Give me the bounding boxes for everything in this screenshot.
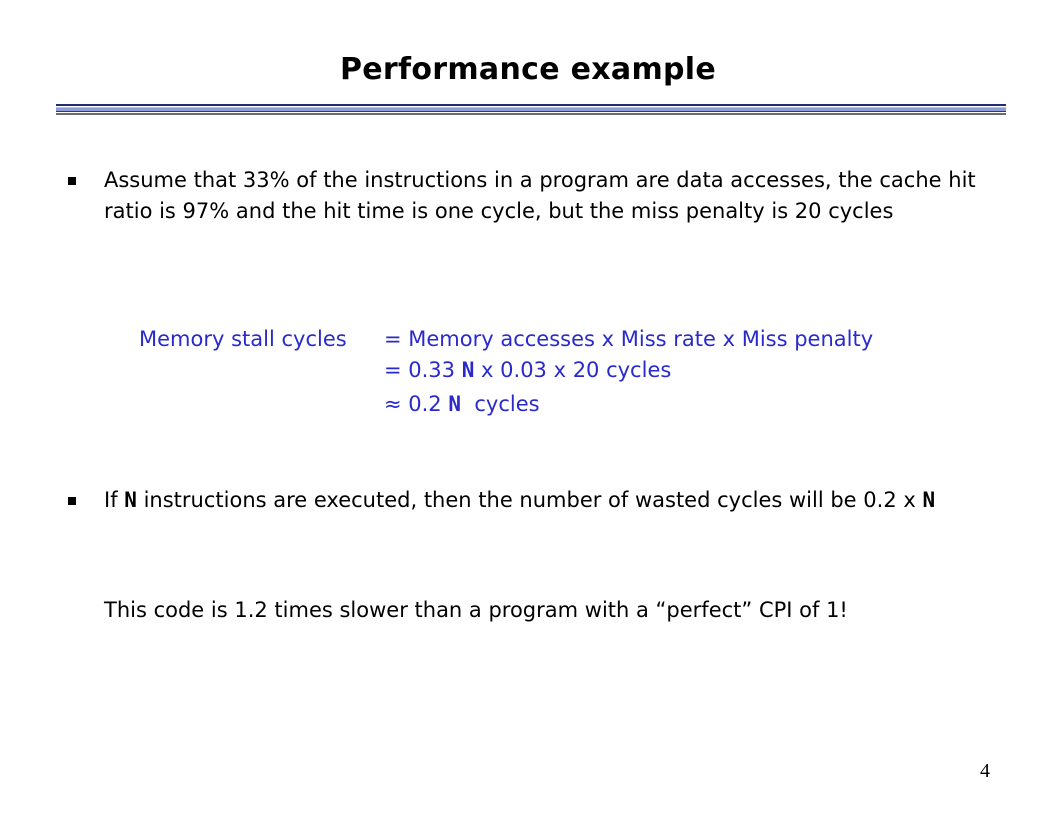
page-number: 4 [980, 760, 990, 782]
equation-row-2 [384, 355, 671, 386]
variable-n: N [922, 488, 936, 512]
title-rule-shadow [56, 113, 1006, 115]
equation-row-1: = Memory accesses x Miss rate x Miss penalty [384, 327, 874, 351]
bullet-assumption [60, 165, 980, 227]
slide-title: Performance example [339, 52, 717, 87]
equation-row-2-prefix: = 0.33 [384, 358, 462, 382]
variable-n: N [448, 392, 461, 416]
bullet-2-middle: instructions are executed, then the number of wasted cycles will be 0.2 x [136, 488, 923, 512]
bullet-wasted-cycles-text [104, 485, 980, 516]
bullet-assumption-text: Assume that 33% of the instructions in a program are data accesses, the cache hit ratio is 97% and the hit time is one cycle, but the miss penalty is 20 cycles [104, 168, 976, 223]
title-rule-top [56, 104, 1006, 106]
square-bullet-icon [68, 497, 76, 505]
equation-row-3-prefix: ≈ 0.2 [384, 392, 449, 416]
equation-row-3 [384, 389, 540, 420]
variable-n: N [461, 358, 475, 382]
variable-n: N [124, 488, 137, 512]
equation-label: Memory stall cycles [139, 327, 347, 351]
equation-row-2-suffix: x 0.03 x 20 cycles [474, 358, 672, 382]
equation-row-3-suffix: cycles [461, 392, 540, 416]
bullet-2-prefix: If [104, 488, 125, 512]
title-rule-band [56, 107, 1006, 112]
square-bullet-icon [68, 177, 76, 185]
bullet-wasted-cycles [60, 485, 980, 516]
conclusion-note: This code is 1.2 times slower than a program with a “perfect” CPI of 1! [104, 598, 848, 622]
